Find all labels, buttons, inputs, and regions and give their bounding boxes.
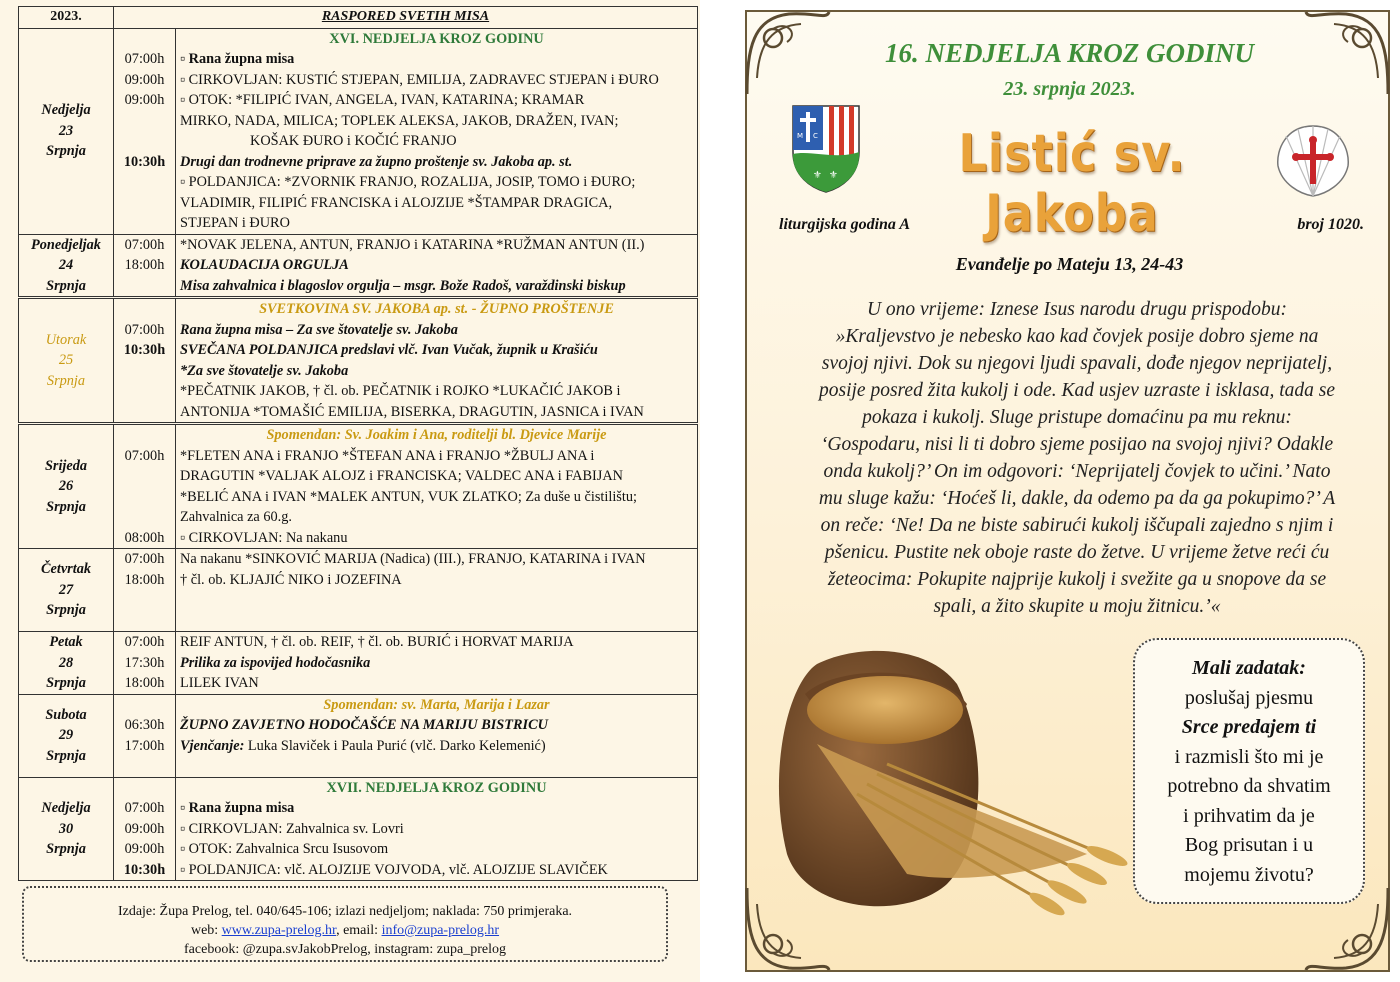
song-title: Srce predajem ti <box>1181 716 1317 738</box>
website-link[interactable]: www.zupa-prelog.hr <box>221 923 337 938</box>
mass-intentions: Spomendan: Sv. Joakim i Ana, roditelji bl. Djevice Marije *FLETEN ANA i FRANJO *ŠTEFAN ANA i FRANJO *ŽBULJ ANA i DRAGUTIN *VALJAK ALOJZ i FRANCISKA; VALDEC ANA i FABIJAN *BELIĆ ANA i IVAN *MALEK ANTUN, VUK ZLATKO; Za duše u čistilištu; Zahvalnica za 60.g. ▫ CIRKOVLJAN: Na nakanu <box>176 424 698 549</box>
mass-schedule-table <box>18 6 698 881</box>
schedule-title: RASPORED SVETIH MISA <box>114 7 698 29</box>
task-line: i razmisli što mi je <box>1174 745 1324 768</box>
wedding-label: Vjenčanje: <box>180 737 245 754</box>
task-line: poslušaj pjesmu <box>1184 686 1314 709</box>
mass-intentions: Spomendan: sv. Marta, Marija i Lazar ŽUPNO ZAVJETNO HODOČAŠĆE NA MARIJU BISTRICU Vjenčanje: Luka Slaviček i Paula Purić (vlč. Darko Kelemenić) <box>176 694 698 777</box>
publisher-line: Izdaje: Župa Prelog, tel. 040/645-106; izlazi nedjeljom; naklada: 750 primjeraka. <box>117 904 573 919</box>
task-heading: Mali zadatak: <box>1192 657 1306 679</box>
gospel-text: U ono vrijeme: Iznese Isus narodu drugu prispodobu: »Kraljevstvo je nebesko kao kad čovjek posije dobro sjeme na svojoj njivi. Dok su njegovi ljudi spavali, dođe njegov neprijatelj, posije posred žita kukolj i ode. Kad usjev uzraste i isklasa, tada se pokaza i kukolj. Sluge pristupe domaćinu pa mu reknu: ‘Gospodaru, nisi li ti dobro sjeme posijao na svojoj njivi? Odakle onda kukolj?’ On im odgovori: ‘Neprijatelj čovjek to učini.’ Nato mu sluge kažu: ‘Hoćeš li, dakle, da odemo pa da ga pokupimo?’ A on reče: ‘Ne! Da ne biste sabirući kukolj iščupali zajedno s njim i pšenicu. Pustite nek oboje raste do žetve. U vrijeme žetve reći ću žeteocima: Pokupite najprije kukolj i svežite ga u snopove da se spali, a žito skupite u moju žitnicu.’« <box>818 299 1336 617</box>
day-label: Četvrtak 27 Srpnja <box>19 549 114 632</box>
mass-intentions: *NOVAK JELENA, ANTUN, FRANJO i KATARINA *RUŽMAN ANTUN (II.) KOLAUDACIJA ORGULJA Misa zahvalnica i blagoslov orgulja – msgr. Bože Radoš, varaždinski biskup <box>176 234 698 298</box>
wedding-line <box>180 736 693 757</box>
sunday-title: 16. NEDJELJA KROZ GODINU <box>884 38 1255 68</box>
day-label: Subota 29 Srpnja <box>19 694 114 777</box>
day-row-thursday-27 <box>19 549 698 632</box>
gospel-reference: Evanđelje po Mateju 13, 24-43 <box>955 254 1184 274</box>
mass-intentions: XVI. NEDJELJA KROZ GODINU ▫ Rana župna misa ▫ CIRKOVLJAN: KUSTIĆ STJEPAN, EMILIJA, ZADRAVEC STJEPAN i ĐURO ▫ OTOK: *FILIPIĆ IVAN, ANGELA, IVAN, KATARINA; KRAMAR MIRKO, NADA, MILICA; TOPLEK ALEKSA, JAKOB, DRAŽEN, IVAN; KOŠAK ĐURO i KOČIĆ FRANJO Drugi dan trodnevne priprave za župno proštenje sv. Jakoba ap. st. ▫ POLDANJICA: *ZVORNIK FRANJO, ROZALIJA, JOSIP, TOMO i ĐURO; VLADIMIR, FILIPIĆ FRANCISKA i ALOJZIJE *ŠTAMPAR DRAGICA, STJEPAN i ĐURO <box>176 28 698 234</box>
day-label: Utorak 25 Srpnja <box>19 298 114 424</box>
small-task-box <box>1133 638 1365 904</box>
time-column: 07:00h 17:30h 18:00h <box>114 632 176 695</box>
email-link[interactable]: info@zupa-prelog.hr <box>381 923 500 938</box>
bulletin-title: Listić sv. Jakoba <box>958 124 1186 244</box>
time-column: 07:00h 18:00h <box>114 234 176 298</box>
mass-intentions: REIF ANTUN, † čl. ob. REIF, † čl. ob. BURIĆ i HORVAT MARIJA Prilika za ispovijed hodočasnika LILEK IVAN <box>176 632 698 695</box>
day-label: Nedjelja 23 Srpnja <box>19 28 114 234</box>
day-label: Petak 28 Srpnja <box>19 632 114 695</box>
day-row-wednesday-26 <box>19 424 698 549</box>
day-label: Ponedjeljak 24 Srpnja <box>19 234 114 298</box>
issue-date: 23. srpnja 2023. <box>1003 78 1136 100</box>
time-column: 07:00h 09:00h 09:00h 10:30h <box>114 28 176 234</box>
svg-text:C: C <box>813 132 818 140</box>
publisher-footer <box>22 886 668 962</box>
day-row-saturday-29 <box>19 694 698 777</box>
time-column: 07:00h 10:30h <box>114 298 176 424</box>
time-column: 07:00h 08:00h <box>114 424 176 549</box>
svg-text:⚜: ⚜ <box>829 170 838 181</box>
day-row-friday-28 <box>19 632 698 695</box>
coat-of-arms-icon <box>791 104 861 194</box>
section-title: XVI. NEDJELJA KROZ GODINU <box>329 30 544 47</box>
task-line: mojemu životu? <box>1184 863 1314 886</box>
day-row-tuesday-25 <box>19 298 698 424</box>
wedding-text: Luka Slaviček i Paula Purić (vlč. Darko Kelemenić) <box>244 737 546 754</box>
contact-line: web: www.zupa-prelog.hr, email: info@zupa-prelog.hr <box>190 923 500 938</box>
section-title: Spomendan: Sv. Joakim i Ana, roditelji bl. Djevice Marije <box>266 427 607 443</box>
mass-intentions: Na nakanu *SINKOVIĆ MARIJA (Nadica) (III.), FRANJO, KATARINA i IVAN † čl. ob. KLJAJIĆ NIKO i JOZEFINA <box>176 549 698 632</box>
bulletin-front-page <box>745 10 1390 972</box>
day-row-sunday-30 <box>19 777 698 881</box>
wheat-sack-illustration <box>757 624 1177 924</box>
section-title: Spomendan: sv. Marta, Marija i Lazar <box>323 696 550 713</box>
task-line: i prihvatim da je <box>1183 804 1315 827</box>
svg-text:M: M <box>797 132 804 140</box>
day-row-monday-24 <box>19 234 698 298</box>
social-line: facebook: @zupa.svJakobPrelog, instagram: zupa_prelog <box>184 942 506 957</box>
scallop-shell-cross-icon <box>1272 120 1354 202</box>
issue-number: broj 1020. <box>1297 216 1364 233</box>
year-cell: 2023. <box>19 7 114 29</box>
task-line: Bog prisutan i u <box>1184 834 1314 856</box>
mass-intentions: SVETKOVINA SV. JAKOBA ap. st. - ŽUPNO PROŠTENJE Rana župna misa – Za sve štovatelje sv. Jakoba SVEČANA POLDANJICA predslavi vlč. Ivan Vučak, župnik u Krašiću *Za sve štovatelje sv. Jakoba *PEČATNIK JAKOB, † čl. ob. PEČATNIK i ROJKO *LUKAČIĆ JAKOB i ANTONIJA *TOMAŠIĆ EMILIJA, BISERKA, DRAGUTIN, JASNICA i IVAN <box>176 298 698 424</box>
time-column: 07:00h 09:00h 09:00h 10:30h <box>114 777 176 881</box>
liturgical-year: liturgijska godina A <box>779 216 910 233</box>
task-line: potrebno da shvatim <box>1167 775 1331 797</box>
day-label: Srijeda 26 Srpnja <box>19 424 114 549</box>
day-label: Nedjelja 30 Srpnja <box>19 777 114 881</box>
section-title: XVII. NEDJELJA KROZ GODINU <box>326 779 547 796</box>
day-row-sunday-23 <box>19 28 698 234</box>
time-column: 07:00h 18:00h <box>114 549 176 632</box>
svg-text:⚜: ⚜ <box>813 170 822 181</box>
section-title: SVETKOVINA SV. JAKOBA ap. st. - ŽUPNO PROŠTENJE <box>259 301 614 317</box>
time-column: 06:30h 17:00h <box>114 694 176 777</box>
mass-intentions: XVII. NEDJELJA KROZ GODINU ▫ Rana župna misa ▫ CIRKOVLJAN: Zahvalnica sv. Lovri ▫ OTOK: Zahvalnica Srcu Isusovom ▫ POLDANJICA: vlč. ALOJZIJE VOJVODA, vlč. ALOJZIJE SLAVIČEK <box>176 777 698 881</box>
